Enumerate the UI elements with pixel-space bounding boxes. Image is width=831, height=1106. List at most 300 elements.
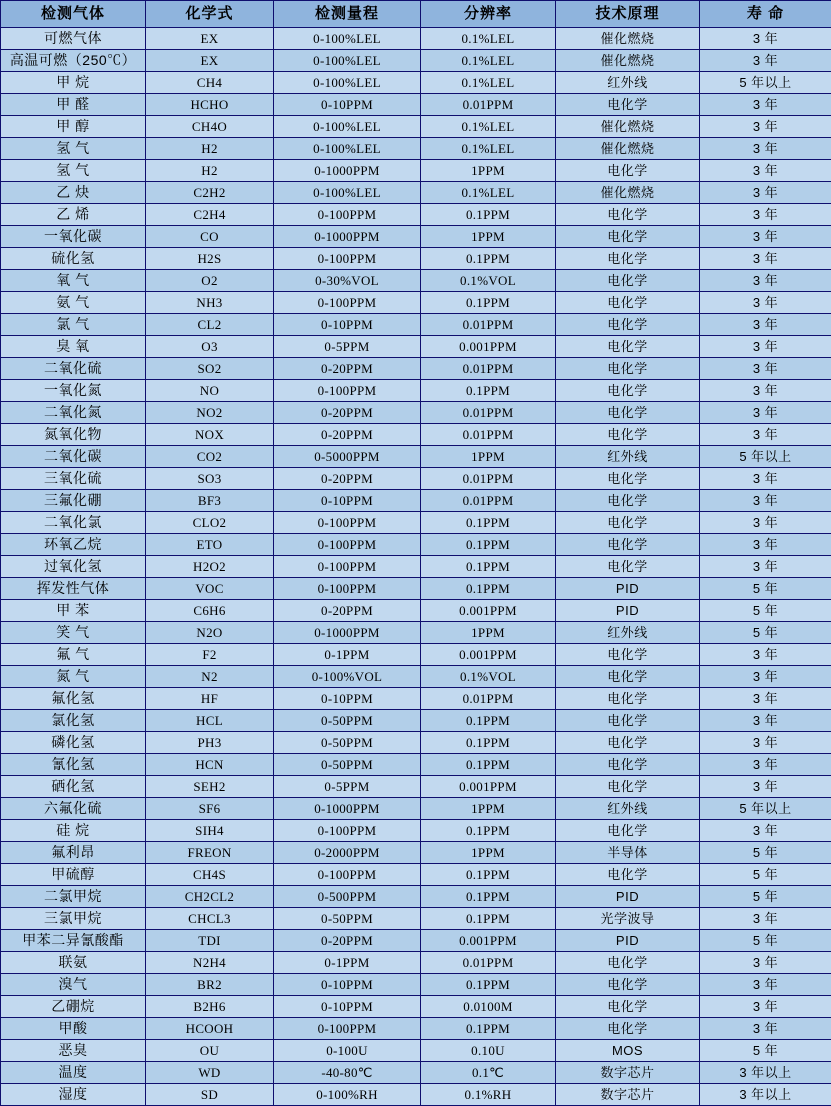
cell-range: 0-20PPM	[274, 402, 421, 424]
cell-range: 0-20PPM	[274, 358, 421, 380]
table-row	[1, 358, 831, 380]
table-row	[1, 556, 831, 578]
cell-range: 0-10PPM	[274, 314, 421, 336]
cell-range: 0-100%LEL	[274, 116, 421, 138]
cell-principle: 电化学	[556, 666, 700, 688]
cell-range: 0-100%LEL	[274, 182, 421, 204]
cell-lifetime: 3 年	[700, 402, 831, 424]
cell-gas: 乙硼烷	[1, 996, 146, 1018]
cell-formula: SO3	[146, 468, 274, 490]
cell-principle: 催化燃烧	[556, 28, 700, 50]
cell-resolution: 0.001PPM	[421, 776, 556, 798]
cell-resolution: 0.01PPM	[421, 424, 556, 446]
cell-principle: 电化学	[556, 94, 700, 116]
cell-principle: 电化学	[556, 534, 700, 556]
column-header-lifetime: 寿 命	[700, 1, 831, 28]
table-row	[1, 336, 831, 358]
table-row	[1, 490, 831, 512]
cell-principle: 红外线	[556, 622, 700, 644]
table-row	[1, 600, 831, 622]
table-row	[1, 380, 831, 402]
cell-principle: 电化学	[556, 402, 700, 424]
cell-formula: PH3	[146, 732, 274, 754]
column-header-resolution: 分辨率	[421, 1, 556, 28]
cell-lifetime: 3 年	[700, 556, 831, 578]
cell-lifetime: 5 年以上	[700, 798, 831, 820]
cell-resolution: 0.1PPM	[421, 710, 556, 732]
cell-range: 0-1PPM	[274, 952, 421, 974]
cell-lifetime: 5 年	[700, 886, 831, 908]
cell-gas: 氧 气	[1, 270, 146, 292]
table-row	[1, 732, 831, 754]
cell-formula: C2H4	[146, 204, 274, 226]
column-header-principle: 技术原理	[556, 1, 700, 28]
cell-range: 0-50PPM	[274, 754, 421, 776]
table-row	[1, 72, 831, 94]
cell-lifetime: 3 年	[700, 380, 831, 402]
cell-resolution: 0.001PPM	[421, 930, 556, 952]
cell-range: 0-30%VOL	[274, 270, 421, 292]
cell-formula: CO2	[146, 446, 274, 468]
cell-resolution: 0.1PPM	[421, 886, 556, 908]
cell-gas: 磷化氢	[1, 732, 146, 754]
cell-resolution: 0.01PPM	[421, 952, 556, 974]
cell-lifetime: 3 年	[700, 512, 831, 534]
cell-resolution: 0.001PPM	[421, 336, 556, 358]
table-row	[1, 710, 831, 732]
cell-principle: 电化学	[556, 1018, 700, 1040]
cell-formula: SF6	[146, 798, 274, 820]
cell-principle: 电化学	[556, 754, 700, 776]
cell-resolution: 1PPM	[421, 226, 556, 248]
table-row	[1, 226, 831, 248]
cell-principle: 催化燃烧	[556, 182, 700, 204]
cell-principle: 电化学	[556, 468, 700, 490]
cell-principle: 电化学	[556, 336, 700, 358]
cell-gas: 乙 烯	[1, 204, 146, 226]
cell-formula: CO	[146, 226, 274, 248]
cell-formula: WD	[146, 1062, 274, 1084]
cell-lifetime: 3 年	[700, 490, 831, 512]
cell-principle: 数字芯片	[556, 1062, 700, 1084]
cell-resolution: 0.1%LEL	[421, 116, 556, 138]
cell-lifetime: 3 年	[700, 292, 831, 314]
cell-formula: CH4O	[146, 116, 274, 138]
cell-range: 0-100PPM	[274, 292, 421, 314]
cell-resolution: 0.1PPM	[421, 820, 556, 842]
cell-gas: 氟化氢	[1, 688, 146, 710]
cell-lifetime: 3 年以上	[700, 1062, 831, 1084]
cell-range: 0-50PPM	[274, 732, 421, 754]
cell-range: 0-20PPM	[274, 930, 421, 952]
cell-range: 0-100PPM	[274, 864, 421, 886]
table-row	[1, 28, 831, 50]
cell-lifetime: 3 年	[700, 820, 831, 842]
cell-lifetime: 3 年	[700, 204, 831, 226]
cell-principle: PID	[556, 578, 700, 600]
cell-resolution: 1PPM	[421, 446, 556, 468]
cell-lifetime: 5 年	[700, 578, 831, 600]
cell-range: 0-100%RH	[274, 1084, 421, 1106]
cell-lifetime: 3 年	[700, 710, 831, 732]
cell-gas: 甲 烷	[1, 72, 146, 94]
cell-resolution: 0.01PPM	[421, 402, 556, 424]
table-row	[1, 996, 831, 1018]
column-header-gas: 检测气体	[1, 1, 146, 28]
cell-gas: 联氨	[1, 952, 146, 974]
cell-range: 0-500PPM	[274, 886, 421, 908]
cell-resolution: 0.1PPM	[421, 864, 556, 886]
cell-gas: 氮氧化物	[1, 424, 146, 446]
cell-lifetime: 5 年以上	[700, 446, 831, 468]
cell-principle: 电化学	[556, 688, 700, 710]
cell-resolution: 0.1%VOL	[421, 666, 556, 688]
table-row	[1, 182, 831, 204]
cell-gas: 甲 醇	[1, 116, 146, 138]
column-header-formula: 化学式	[146, 1, 274, 28]
cell-resolution: 0.1PPM	[421, 248, 556, 270]
table-row	[1, 512, 831, 534]
cell-range: 0-100%VOL	[274, 666, 421, 688]
cell-principle: 电化学	[556, 424, 700, 446]
table-row	[1, 138, 831, 160]
table-row	[1, 248, 831, 270]
cell-range: 0-100PPM	[274, 820, 421, 842]
cell-gas: 三氧化硫	[1, 468, 146, 490]
cell-principle: 电化学	[556, 270, 700, 292]
cell-range: 0-100PPM	[274, 380, 421, 402]
cell-formula: F2	[146, 644, 274, 666]
cell-gas: 甲 苯	[1, 600, 146, 622]
table-row	[1, 314, 831, 336]
table-row	[1, 952, 831, 974]
cell-resolution: 0.1PPM	[421, 578, 556, 600]
cell-lifetime: 3 年	[700, 270, 831, 292]
cell-resolution: 0.01PPM	[421, 688, 556, 710]
cell-gas: 二氧化氯	[1, 512, 146, 534]
cell-formula: CLO2	[146, 512, 274, 534]
table-row	[1, 622, 831, 644]
cell-lifetime: 3 年	[700, 534, 831, 556]
cell-resolution: 0.1PPM	[421, 556, 556, 578]
cell-gas: 氰化氢	[1, 754, 146, 776]
cell-lifetime: 3 年	[700, 94, 831, 116]
cell-lifetime: 3 年	[700, 182, 831, 204]
cell-formula: H2	[146, 160, 274, 182]
cell-resolution: 0.10U	[421, 1040, 556, 1062]
table-header-row	[1, 1, 831, 28]
cell-principle: 电化学	[556, 314, 700, 336]
cell-resolution: 0.1%LEL	[421, 50, 556, 72]
cell-formula: N2O	[146, 622, 274, 644]
cell-lifetime: 3 年	[700, 358, 831, 380]
cell-lifetime: 5 年	[700, 842, 831, 864]
cell-range: 0-10PPM	[274, 490, 421, 512]
cell-resolution: 0.1%LEL	[421, 28, 556, 50]
cell-resolution: 1PPM	[421, 842, 556, 864]
cell-lifetime: 3 年	[700, 50, 831, 72]
table-row	[1, 160, 831, 182]
cell-formula: H2S	[146, 248, 274, 270]
cell-gas: 恶臭	[1, 1040, 146, 1062]
cell-formula: CH4	[146, 72, 274, 94]
cell-resolution: 0.1PPM	[421, 908, 556, 930]
table-row	[1, 908, 831, 930]
cell-resolution: 0.1%VOL	[421, 270, 556, 292]
cell-gas: 乙 炔	[1, 182, 146, 204]
cell-gas: 可燃气体	[1, 28, 146, 50]
cell-formula: HCHO	[146, 94, 274, 116]
cell-gas: 二氧化碳	[1, 446, 146, 468]
cell-lifetime: 3 年	[700, 754, 831, 776]
cell-lifetime: 5 年	[700, 864, 831, 886]
cell-resolution: 0.1%LEL	[421, 72, 556, 94]
table-row	[1, 820, 831, 842]
cell-formula: H2	[146, 138, 274, 160]
table-row	[1, 1018, 831, 1040]
table-row	[1, 666, 831, 688]
cell-gas: 高温可燃（250℃）	[1, 50, 146, 72]
cell-formula: SEH2	[146, 776, 274, 798]
table-row	[1, 292, 831, 314]
cell-gas: 二氯甲烷	[1, 886, 146, 908]
cell-resolution: 0.1PPM	[421, 732, 556, 754]
cell-lifetime: 5 年	[700, 1040, 831, 1062]
cell-range: 0-1000PPM	[274, 226, 421, 248]
cell-range: 0-100%LEL	[274, 138, 421, 160]
cell-principle: 电化学	[556, 160, 700, 182]
cell-resolution: 0.1℃	[421, 1062, 556, 1084]
cell-formula: SO2	[146, 358, 274, 380]
cell-lifetime: 3 年	[700, 468, 831, 490]
cell-formula: C2H2	[146, 182, 274, 204]
cell-lifetime: 5 年	[700, 930, 831, 952]
cell-gas: 氮 气	[1, 666, 146, 688]
cell-gas: 氯化氢	[1, 710, 146, 732]
cell-principle: 电化学	[556, 644, 700, 666]
cell-range: 0-100PPM	[274, 512, 421, 534]
cell-formula: HCL	[146, 710, 274, 732]
cell-principle: 电化学	[556, 380, 700, 402]
cell-formula: OU	[146, 1040, 274, 1062]
cell-range: 0-10PPM	[274, 94, 421, 116]
cell-principle: MOS	[556, 1040, 700, 1062]
table-row	[1, 1062, 831, 1084]
cell-principle: 电化学	[556, 996, 700, 1018]
cell-formula: NOX	[146, 424, 274, 446]
cell-principle: 电化学	[556, 864, 700, 886]
table-row	[1, 1040, 831, 1062]
cell-range: 0-100%LEL	[274, 72, 421, 94]
cell-gas: 氢 气	[1, 160, 146, 182]
cell-formula: EX	[146, 28, 274, 50]
cell-lifetime: 3 年	[700, 160, 831, 182]
cell-principle: 催化燃烧	[556, 138, 700, 160]
cell-range: -40-80℃	[274, 1062, 421, 1084]
table-row	[1, 886, 831, 908]
cell-principle: 电化学	[556, 710, 700, 732]
cell-lifetime: 3 年	[700, 138, 831, 160]
cell-range: 0-10PPM	[274, 688, 421, 710]
cell-gas: 甲硫醇	[1, 864, 146, 886]
cell-range: 0-20PPM	[274, 424, 421, 446]
cell-gas: 温度	[1, 1062, 146, 1084]
cell-resolution: 0.01PPM	[421, 358, 556, 380]
table-row	[1, 1084, 831, 1106]
table-row	[1, 424, 831, 446]
cell-lifetime: 3 年以上	[700, 1084, 831, 1106]
cell-principle: PID	[556, 600, 700, 622]
cell-formula: TDI	[146, 930, 274, 952]
table-row	[1, 94, 831, 116]
cell-principle: 红外线	[556, 72, 700, 94]
cell-resolution: 1PPM	[421, 798, 556, 820]
cell-formula: HCOOH	[146, 1018, 274, 1040]
cell-gas: 硫化氢	[1, 248, 146, 270]
cell-resolution: 1PPM	[421, 622, 556, 644]
cell-resolution: 0.001PPM	[421, 644, 556, 666]
cell-resolution: 0.0100M	[421, 996, 556, 1018]
table-row	[1, 116, 831, 138]
cell-gas: 硒化氢	[1, 776, 146, 798]
cell-gas: 氟 气	[1, 644, 146, 666]
table-body	[1, 28, 831, 1106]
cell-formula: H2O2	[146, 556, 274, 578]
cell-gas: 硅 烷	[1, 820, 146, 842]
cell-range: 0-2000PPM	[274, 842, 421, 864]
cell-gas: 湿度	[1, 1084, 146, 1106]
cell-formula: CHCL3	[146, 908, 274, 930]
cell-formula: ETO	[146, 534, 274, 556]
cell-resolution: 0.01PPM	[421, 490, 556, 512]
cell-formula: C6H6	[146, 600, 274, 622]
cell-lifetime: 3 年	[700, 336, 831, 358]
cell-resolution: 0.1%LEL	[421, 138, 556, 160]
cell-gas: 二氧化氮	[1, 402, 146, 424]
cell-formula: BF3	[146, 490, 274, 512]
cell-range: 0-10PPM	[274, 996, 421, 1018]
cell-range: 0-1000PPM	[274, 798, 421, 820]
cell-range: 0-100PPM	[274, 578, 421, 600]
cell-resolution: 0.001PPM	[421, 600, 556, 622]
cell-gas: 甲酸	[1, 1018, 146, 1040]
cell-principle: PID	[556, 886, 700, 908]
table-row	[1, 204, 831, 226]
cell-gas: 二氧化硫	[1, 358, 146, 380]
cell-range: 0-100%LEL	[274, 50, 421, 72]
cell-resolution: 0.1PPM	[421, 380, 556, 402]
table-row	[1, 776, 831, 798]
cell-principle: 电化学	[556, 248, 700, 270]
cell-formula: VOC	[146, 578, 274, 600]
cell-resolution: 0.1PPM	[421, 292, 556, 314]
cell-range: 0-100PPM	[274, 556, 421, 578]
cell-lifetime: 3 年	[700, 666, 831, 688]
cell-formula: CL2	[146, 314, 274, 336]
cell-lifetime: 5 年以上	[700, 72, 831, 94]
cell-principle: 电化学	[556, 490, 700, 512]
cell-resolution: 0.1PPM	[421, 1018, 556, 1040]
cell-gas: 一氧化碳	[1, 226, 146, 248]
cell-gas: 三氟化硼	[1, 490, 146, 512]
cell-principle: PID	[556, 930, 700, 952]
cell-resolution: 0.1PPM	[421, 754, 556, 776]
cell-formula: HCN	[146, 754, 274, 776]
cell-principle: 红外线	[556, 446, 700, 468]
cell-principle: 电化学	[556, 556, 700, 578]
cell-range: 0-20PPM	[274, 468, 421, 490]
cell-resolution: 0.1PPM	[421, 512, 556, 534]
cell-range: 0-100PPM	[274, 248, 421, 270]
cell-formula: O3	[146, 336, 274, 358]
cell-gas: 笑 气	[1, 622, 146, 644]
cell-gas: 氯 气	[1, 314, 146, 336]
cell-formula: SIH4	[146, 820, 274, 842]
column-header-range: 检测量程	[274, 1, 421, 28]
cell-gas: 氨 气	[1, 292, 146, 314]
cell-formula: EX	[146, 50, 274, 72]
cell-principle: 催化燃烧	[556, 50, 700, 72]
cell-lifetime: 3 年	[700, 732, 831, 754]
cell-formula: NO2	[146, 402, 274, 424]
cell-lifetime: 3 年	[700, 974, 831, 996]
table-row	[1, 402, 831, 424]
cell-principle: 电化学	[556, 512, 700, 534]
cell-principle: 数字芯片	[556, 1084, 700, 1106]
cell-formula: N2	[146, 666, 274, 688]
cell-principle: 半导体	[556, 842, 700, 864]
cell-gas: 挥发性气体	[1, 578, 146, 600]
cell-resolution: 1PPM	[421, 160, 556, 182]
table-header	[1, 1, 831, 28]
cell-range: 0-5000PPM	[274, 446, 421, 468]
cell-range: 0-20PPM	[274, 600, 421, 622]
cell-resolution: 0.1%RH	[421, 1084, 556, 1106]
cell-gas: 溴气	[1, 974, 146, 996]
cell-gas: 氢 气	[1, 138, 146, 160]
table-row	[1, 864, 831, 886]
cell-gas: 六氟化硫	[1, 798, 146, 820]
cell-lifetime: 3 年	[700, 248, 831, 270]
cell-principle: 电化学	[556, 292, 700, 314]
cell-principle: 电化学	[556, 732, 700, 754]
table-row	[1, 446, 831, 468]
cell-lifetime: 3 年	[700, 952, 831, 974]
cell-lifetime: 3 年	[700, 28, 831, 50]
cell-principle: 光学波导	[556, 908, 700, 930]
cell-lifetime: 3 年	[700, 116, 831, 138]
cell-formula: SD	[146, 1084, 274, 1106]
cell-range: 0-5PPM	[274, 776, 421, 798]
cell-gas: 甲 醛	[1, 94, 146, 116]
cell-resolution: 0.1PPM	[421, 204, 556, 226]
cell-lifetime: 3 年	[700, 226, 831, 248]
cell-formula: CH2CL2	[146, 886, 274, 908]
cell-lifetime: 3 年	[700, 424, 831, 446]
cell-lifetime: 3 年	[700, 908, 831, 930]
cell-principle: 电化学	[556, 820, 700, 842]
cell-gas: 甲苯二异氰酸酯	[1, 930, 146, 952]
table-row	[1, 930, 831, 952]
cell-principle: 电化学	[556, 358, 700, 380]
cell-lifetime: 3 年	[700, 688, 831, 710]
cell-formula: FREON	[146, 842, 274, 864]
table-row	[1, 644, 831, 666]
cell-formula: HF	[146, 688, 274, 710]
cell-resolution: 0.1PPM	[421, 974, 556, 996]
cell-range: 0-50PPM	[274, 908, 421, 930]
cell-formula: O2	[146, 270, 274, 292]
